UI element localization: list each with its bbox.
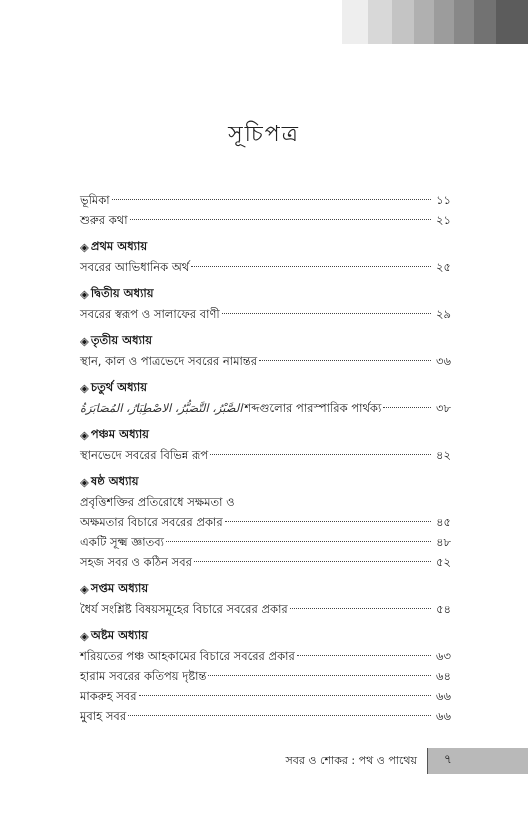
- toc-entry-title: মুবাহ সবর: [80, 709, 127, 723]
- chapter-heading: [80, 579, 451, 599]
- chapter-heading: [80, 237, 451, 257]
- footer-book-title: সবর ও শোকর : পথ ও পাথেয়: [285, 753, 417, 767]
- chapter-heading-text: পঞ্চম অধ্যায়: [90, 426, 149, 441]
- toc-entry-page: ৪৫: [436, 515, 451, 529]
- dot-leader: [128, 715, 431, 716]
- toc-entry-arabic: الصَّبْرُ، التَّصَبُّرُ، الاصْطِبَارُ، المُصَابَرَةُ: [80, 401, 243, 415]
- header-color-bar: [434, 0, 454, 44]
- page-footer: [240, 748, 528, 774]
- toc-entry-page: ৪৮: [436, 535, 451, 549]
- toc-entry-page: ২৯: [436, 307, 451, 321]
- chapter-heading: [80, 331, 451, 351]
- table-of-contents: [80, 190, 451, 726]
- header-color-bar: [414, 0, 434, 44]
- toc-entry[interactable]: [80, 686, 451, 706]
- toc-entry[interactable]: [80, 492, 451, 512]
- toc-entry-page: ৫২: [436, 555, 451, 569]
- header-color-bars: [342, 0, 528, 44]
- diamond-bullet-icon: ◈: [80, 334, 89, 348]
- toc-entry[interactable]: [80, 599, 451, 619]
- dot-leader: [194, 561, 431, 562]
- chapter-heading: [80, 626, 451, 646]
- toc-entry-page: ৬৬: [436, 689, 451, 703]
- chapter-heading: [80, 284, 451, 304]
- dot-leader: [208, 675, 431, 676]
- toc-entry-title: ধৈর্য সংশ্লিষ্ট বিষয়সমূহের বিচারে সবরের প্রকার: [80, 602, 288, 616]
- toc-entry-title: একটি সূক্ষ্ম জ্ঞাতব্য: [80, 535, 164, 549]
- chapter-heading: [80, 378, 451, 398]
- toc-entry-title: ভূমিকা: [80, 193, 110, 207]
- dot-leader: [210, 454, 431, 455]
- chapter-heading-text: প্রথম অধ্যায়: [90, 238, 148, 253]
- toc-entry[interactable]: [80, 210, 451, 230]
- toc-entry[interactable]: [80, 351, 451, 371]
- dot-leader: [297, 655, 431, 656]
- toc-entry[interactable]: [80, 666, 451, 686]
- toc-entry[interactable]: [80, 445, 451, 465]
- header-color-bar: [474, 0, 496, 44]
- toc-entry-title: সবরের আভিধানিক অর্থ: [80, 260, 190, 274]
- toc-entry-title: শব্দগুলোর পারস্পারিক পার্থক্য: [244, 401, 382, 415]
- dot-leader: [259, 360, 431, 361]
- footer-page-number-block: [428, 748, 528, 774]
- toc-entry-page: ৩৮: [436, 401, 451, 415]
- header-color-bar: [496, 0, 528, 44]
- chapter-heading-text: ষষ্ঠ অধ্যায়: [90, 473, 139, 488]
- header-color-bar: [368, 0, 392, 44]
- toc-entry-title: সবরের স্বরূপ ও সালাফের বাণী: [80, 307, 220, 321]
- diamond-bullet-icon: ◈: [80, 287, 89, 301]
- diamond-bullet-icon: ◈: [80, 428, 89, 442]
- header-color-bar: [342, 0, 368, 44]
- dot-leader: [290, 608, 431, 609]
- toc-entry-title: স্থান, কাল ও পাত্রভেদে সবরের নামান্তর: [80, 354, 258, 368]
- toc-entry-page: ২৫: [436, 260, 451, 274]
- chapter-heading: [80, 472, 451, 492]
- chapter-heading-text: চতুর্থ অধ্যায়: [90, 379, 147, 394]
- toc-entry-page: ৬৬: [436, 709, 451, 723]
- chapter-heading-text: সপ্তম অধ্যায়: [90, 580, 149, 595]
- toc-entry-page: ৩৬: [436, 354, 451, 368]
- diamond-bullet-icon: ◈: [80, 629, 89, 643]
- header-color-bar: [392, 0, 414, 44]
- dot-leader: [383, 407, 431, 408]
- diamond-bullet-icon: ◈: [80, 381, 89, 395]
- toc-entry[interactable]: [80, 706, 451, 726]
- chapter-heading: [80, 425, 451, 445]
- toc-entry-title: মাকরুহ সবর: [80, 689, 137, 703]
- toc-entry[interactable]: [80, 304, 451, 324]
- toc-entry-page: ১১: [436, 193, 451, 207]
- toc-entry[interactable]: [80, 190, 451, 210]
- toc-entry-page: ৫৪: [436, 602, 451, 616]
- toc-entry-title: শরিয়তের পঞ্চ আহকামের বিচারে সবরের প্রকার: [80, 649, 295, 663]
- diamond-bullet-icon: ◈: [80, 475, 89, 489]
- toc-entry-title: প্রবৃত্তিশক্তির প্রতিরোধে সক্ষমতা ও: [80, 495, 235, 509]
- toc-entry-title: শুরুর কথা: [80, 213, 128, 227]
- toc-entry-page: ২১: [436, 213, 451, 227]
- toc-entry-page: ৪২: [436, 448, 451, 462]
- chapter-heading-text: দ্বিতীয় অধ্যায়: [90, 285, 154, 300]
- toc-entry[interactable]: [80, 552, 451, 572]
- header-color-bar: [454, 0, 474, 44]
- toc-entry-title: সহজ সবর ও কঠিন সবর: [80, 555, 193, 569]
- toc-entry[interactable]: [80, 532, 451, 552]
- toc-entry[interactable]: [80, 512, 451, 532]
- dot-leader: [191, 266, 431, 267]
- toc-entry-page: ৬৪: [436, 669, 451, 683]
- toc-entry-title: অক্ষমতার বিচারে সবরের প্রকার: [80, 515, 223, 529]
- dot-leader: [139, 695, 431, 696]
- toc-entry[interactable]: [80, 646, 451, 666]
- toc-entry-title: স্থানভেদে সবরের বিভিন্ন রূপ: [80, 448, 209, 462]
- dot-leader: [225, 521, 431, 522]
- page-title: সূচিপত্র: [228, 122, 300, 147]
- diamond-bullet-icon: ◈: [80, 240, 89, 254]
- dot-leader: [112, 199, 431, 200]
- toc-entry-title: হারাম সবরের কতিপয় দৃষ্টান্ত: [80, 669, 207, 683]
- toc-entry[interactable]: [80, 398, 451, 418]
- page-number: ৭: [444, 752, 452, 766]
- dot-leader: [222, 313, 431, 314]
- chapter-heading-text: অষ্টম অধ্যায়: [90, 627, 148, 642]
- toc-entry[interactable]: [80, 257, 451, 277]
- chapter-heading-text: তৃতীয় অধ্যায়: [90, 332, 153, 347]
- toc-entry-page: ৬৩: [436, 649, 451, 663]
- diamond-bullet-icon: ◈: [80, 582, 89, 596]
- dot-leader: [130, 219, 431, 220]
- dot-leader: [166, 541, 431, 542]
